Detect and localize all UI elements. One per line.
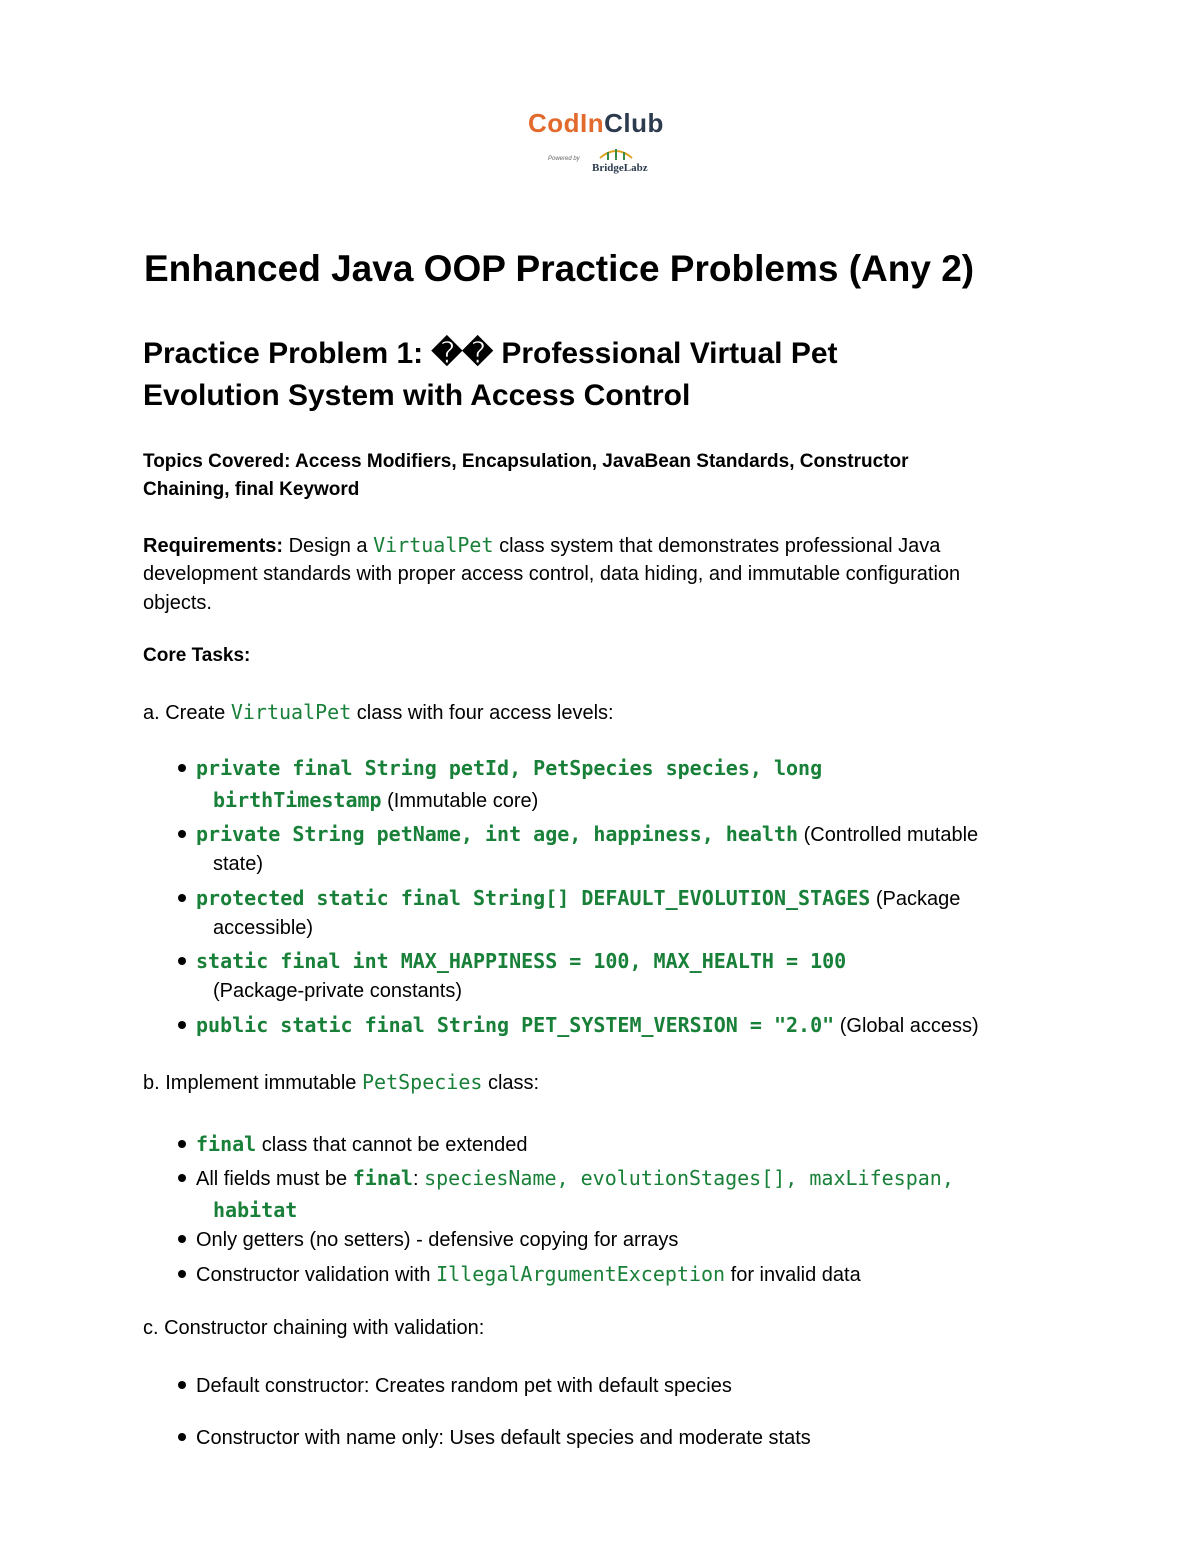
list-item [178, 1132, 528, 1157]
problem-heading-line1: Practice Problem 1: �� Professional Virtual Pet [143, 337, 838, 370]
bullet-text: Default constructor: Creates random pet with default species [196, 1375, 732, 1397]
task-a-heading [143, 700, 614, 725]
requirements-line3: objects. [143, 592, 212, 614]
task-b-heading [143, 1070, 539, 1095]
list-item-continuation: (Package-private constants) [213, 980, 463, 1002]
bullet-text: (Global access) [834, 1015, 979, 1037]
bullet-code: final [196, 1132, 257, 1156]
bullet-code: static final int MAX_HAPPINESS = 100, MAX_HEALTH = 100 [196, 949, 847, 973]
bullet-icon [178, 1140, 186, 1148]
list-item [178, 1166, 954, 1191]
bullet-text: Constructor with name only: Uses default species and moderate stats [196, 1427, 811, 1449]
bullet-code: speciesName, evolutionStages[], maxLifespan, [424, 1166, 954, 1190]
requirements-text1: Design a [283, 535, 374, 557]
logo-tagline: Powered by [548, 156, 580, 162]
bullet-text: class that cannot be extended [256, 1134, 528, 1156]
bullet-text: Only getters (no setters) - defensive copying for arrays [196, 1229, 679, 1251]
bullet-code: habitat [213, 1198, 298, 1222]
task-c-heading: c. Constructor chaining with validation: [143, 1317, 485, 1339]
problem-heading-line2: Evolution System with Access Control [143, 379, 691, 412]
task-b-code: PetSpecies [361, 1070, 483, 1094]
requirements-line2: development standards with proper access control, data hiding, and immutable configuration [143, 563, 961, 585]
bullet-icon [178, 1433, 186, 1441]
bullet-icon [178, 957, 186, 965]
task-a-suffix: class with four access levels: [351, 702, 614, 724]
task-a-code: VirtualPet [230, 700, 352, 724]
bullet-text: Constructor validation with [196, 1264, 437, 1286]
logo-part2: Club [604, 108, 664, 138]
bullet-code: public static final String PET_SYSTEM_VERSION = "2.0" [196, 1013, 835, 1037]
bullet-text: All fields must be [196, 1168, 353, 1190]
bullet-code: final [352, 1166, 413, 1190]
bullet-text: (Controlled mutable [798, 824, 979, 846]
bullet-code: IllegalArgumentException [436, 1262, 726, 1286]
list-item-continuation [213, 788, 538, 813]
bullet-icon [178, 1235, 186, 1243]
topics-line2: Chaining, final Keyword [143, 479, 360, 500]
logo-brand: BridgeLabz [592, 162, 648, 174]
core-tasks-heading: Core Tasks: [143, 645, 251, 666]
list-item [178, 1375, 732, 1398]
bullet-code: birthTimestamp [213, 788, 382, 812]
list-item-continuation: state) [213, 853, 264, 875]
requirements-line1 [143, 533, 940, 558]
bullet-text: (Immutable core) [381, 790, 539, 812]
bullet-icon [178, 894, 186, 902]
requirements-code: VirtualPet [373, 533, 494, 557]
list-item [178, 1013, 979, 1038]
bullet-code: protected static final String[] DEFAULT_EVOLUTION_STAGES [196, 886, 871, 910]
bridge-logo-icon [598, 144, 634, 164]
bullet-text: : [412, 1168, 425, 1190]
page-title: Enhanced Java OOP Practice Problems (Any 2) [144, 248, 975, 289]
requirements-text2: class system that demonstrates professional Java [493, 535, 941, 557]
task-b-prefix: b. Implement immutable [143, 1072, 362, 1094]
bullet-icon [178, 1174, 186, 1182]
list-item [178, 1262, 861, 1287]
bullet-code: private final String petId, PetSpecies species, long [196, 756, 823, 780]
logo-wordmark [528, 108, 664, 139]
logo-part1: CodIn [528, 108, 605, 138]
task-b-suffix: class: [482, 1072, 540, 1094]
list-item [178, 886, 960, 911]
bullet-icon [178, 764, 186, 772]
list-item [178, 1427, 811, 1450]
list-item [178, 1229, 678, 1252]
list-item-continuation: accessible) [213, 917, 314, 939]
requirements-label: Requirements: [143, 535, 284, 557]
bullet-icon [178, 1381, 186, 1389]
list-item [178, 756, 822, 781]
bullet-text: (Package [870, 888, 961, 910]
bullet-icon [178, 1021, 186, 1029]
topics-line1: Topics Covered: Access Modifiers, Encapsulation, JavaBean Standards, Constructor [143, 451, 909, 472]
bullet-icon [178, 1270, 186, 1278]
task-a-prefix: a. Create [143, 702, 231, 724]
bullet-code: private String petName, int age, happiness, health [196, 822, 799, 846]
list-item-continuation [213, 1198, 297, 1223]
list-item [178, 822, 978, 847]
codinclub-logo [528, 108, 678, 178]
list-item [178, 949, 846, 974]
bullet-icon [178, 830, 186, 838]
bullet-text: for invalid data [725, 1264, 861, 1286]
